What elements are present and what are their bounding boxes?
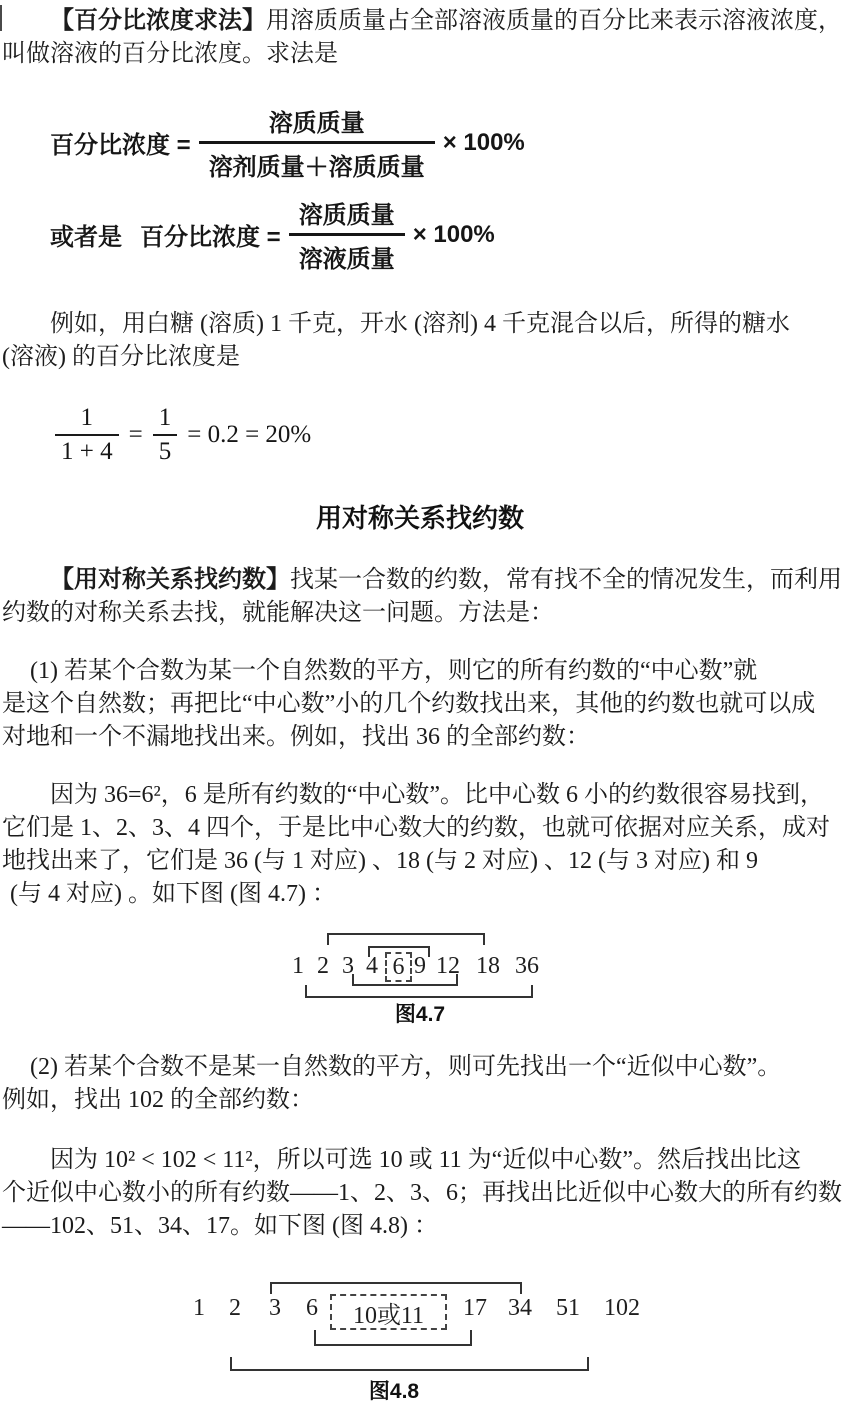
approximate-center-number-box: 10或11: [330, 1294, 447, 1330]
fraction-numerator: 1: [55, 404, 119, 436]
text-line: [2, 5, 842, 38]
text-line: 叫做溶液的百分比浓度。求法是: [2, 41, 338, 67]
paragraph-divisor-method-intro: [0, 564, 840, 630]
paragraph-rule-1: [0, 655, 840, 754]
text-line: 约数的对称关系去找，就能解决这一问题。方法是：: [2, 600, 554, 626]
fraction-denominator: 5: [158, 438, 172, 465]
divisor-number: 3: [342, 953, 354, 979]
divisor-number: 34: [508, 1295, 532, 1321]
paragraph-rule-2: [0, 1051, 840, 1117]
bracket-pair-2-18: [327, 933, 485, 945]
divisor-number: 51: [556, 1295, 580, 1321]
divisor-number: 102: [604, 1295, 640, 1321]
center-number-box: 6: [385, 952, 412, 982]
text-line: 因为 10² < 102 < 11²，所以可选 10 或 11 为“近似中心数”。然后找出比这: [50, 1147, 801, 1173]
divisor-number: 18: [476, 953, 500, 979]
figure-4-8: [185, 1280, 645, 1403]
fraction: [153, 404, 178, 466]
formula-result: = 0.2 = 20%: [187, 421, 312, 448]
scan-artifact-mark: [0, 5, 2, 31]
divisor-number: 1: [193, 1295, 205, 1321]
formula-percentage-alternative: [50, 195, 840, 274]
divisor-number: 2: [229, 1295, 241, 1321]
formula-example-calculation: [55, 404, 840, 466]
bracket-pair-6-17: [314, 1330, 472, 1346]
section-heading: 用对称关系找约数: [315, 503, 524, 533]
text-line: [2, 564, 842, 597]
formula-prefix: 或者是: [50, 224, 122, 251]
fraction-numerator: 溶质质量: [289, 195, 405, 236]
equals-sign: =: [128, 421, 143, 448]
text-line: 地找出来了，它们是 36 (与 1 对应) 、18 (与 2 对应) 、12 (与 3 对应) 和 9: [2, 848, 758, 874]
term-label-percentage-method: 【百分比浓度求法】: [50, 8, 266, 34]
text-line: (2) 若某个合数不是某一自然数的平方，则可先找出一个“近似中心数”。: [30, 1054, 782, 1080]
paragraph-example-102: [0, 1144, 840, 1243]
scanned-document-page: [0, 5, 842, 1403]
fraction-denominator: 1 + 4: [61, 438, 113, 465]
text-line: (1) 若某个合数为某一个自然数的平方，则它的所有约数的“中心数”就: [30, 658, 758, 684]
divisor-number: 6: [306, 1295, 318, 1321]
formula-percentage-concentration: [50, 103, 840, 182]
text-line: 是这个自然数；再把比“中心数”小的几个约数找出来，其他的约数也就可以成: [2, 691, 816, 717]
formula-multiplier: × 100%: [412, 220, 495, 248]
formula-lhs: 百分比浓度 =: [50, 132, 191, 159]
text-line: 它们是 1、2、3、4 四个，于是比中心数大的约数，也就可依据对应关系，成对: [2, 815, 830, 841]
divisor-number: 3: [269, 1295, 281, 1321]
fraction: [289, 195, 405, 274]
divisor-number: 9: [414, 953, 426, 979]
text-segment: 用溶质质量占全部溶液质量的百分比来表示溶液浓度，: [266, 8, 842, 34]
divisor-number: 4: [366, 953, 378, 979]
divisor-number: 2: [317, 953, 329, 979]
figure-caption: 图4.7: [394, 1003, 446, 1026]
figure-4-7: [285, 929, 555, 1024]
formula-lhs: 百分比浓度 =: [140, 224, 281, 251]
bracket-pair-2-51: [230, 1357, 589, 1371]
divisor-number: 36: [515, 953, 539, 979]
divisor-number: 1: [292, 953, 304, 979]
fraction: [199, 103, 435, 182]
text-line: 因为 36=6²，6 是所有约数的“中心数”。比中心数 6 小的约数很容易找到，: [50, 782, 825, 808]
paragraph-sugar-example: [0, 308, 840, 374]
text-line: (溶液) 的百分比浓度是: [2, 344, 240, 370]
text-segment: 找某一合数的约数，常有找不全的情况发生，而利用: [290, 567, 842, 593]
bracket-pair-3-34: [270, 1282, 522, 1294]
term-label-divisor-method: 【用对称关系找约数】: [50, 567, 290, 593]
fraction-numerator: 溶质质量: [199, 103, 435, 144]
formula-multiplier: × 100%: [442, 128, 525, 156]
divisor-number: 17: [463, 1295, 487, 1321]
text-line: 对地和一个不漏地找出来。例如，找出 36 的全部约数：: [2, 724, 590, 750]
text-line: 个近似中心数小的所有约数——1、2、3、6；再找出比近似中心数大的所有约数: [2, 1180, 842, 1206]
fraction: [55, 404, 119, 466]
fraction-denominator: 溶液质量: [298, 246, 395, 273]
fraction-denominator: 溶剂质量＋溶质质量: [208, 154, 425, 181]
divisor-number: 12: [436, 953, 460, 979]
paragraph-example-36: [0, 779, 840, 911]
text-line: ——102、51、34、17。如下图 (图 4.8) ：: [2, 1213, 438, 1239]
fraction-numerator: 1: [153, 404, 178, 436]
bracket-pair-1-36: [305, 985, 533, 998]
text-line: 例如，用白糖 (溶质) 1 千克，开水 (溶剂) 4 千克混合以后，所得的糖水: [50, 311, 790, 337]
text-line: 例如，找出 102 的全部约数：: [2, 1087, 314, 1113]
paragraph-percentage-definition: [0, 5, 840, 71]
text-line: (与 4 对应) 。如下图 (图 4.7) ：: [10, 881, 336, 907]
figure-caption: 图4.8: [368, 1380, 420, 1403]
